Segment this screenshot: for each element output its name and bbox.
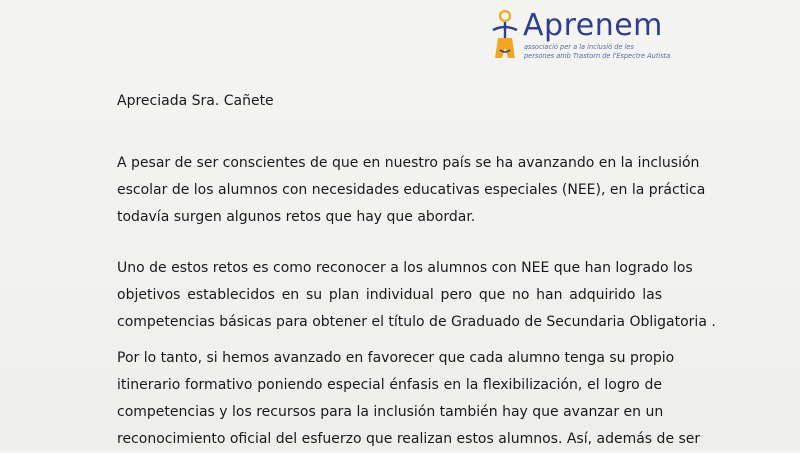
logo-wordmark: Aprenem: [523, 8, 663, 43]
paragraph-line: A pesar de ser conscientes de que en nuestro país se ha avanzando en la inclusión: [117, 155, 700, 171]
paragraph-line: itinerario formativo poniendo especial énfasis en la flexibilización, el logro de: [117, 377, 662, 393]
logo-figure-icon: [490, 10, 520, 66]
letter-paragraph: [117, 255, 716, 336]
paragraph-line: competencias básicas para obtener el título de Graduado de Secundaria Obligatoria .: [117, 314, 716, 330]
paragraph-line: todavía surgen algunos retos que hay que abordar.: [117, 209, 476, 225]
paragraph-line: escolar de los alumnos con necesidades educativas especiales (NEE), en la práctica: [117, 182, 706, 198]
logo-tagline-line: persones amb Trastorn de l'Espectre Autista: [524, 52, 671, 60]
letter-paragraph: [117, 150, 706, 231]
paragraph-line: competencias y los recursos para la inclusión también hay que avanzar en un: [117, 404, 664, 420]
paragraph-line: Uno de estos retos es como reconocer a los alumnos con NEE que han logrado los: [117, 260, 693, 276]
paragraph-line: objetivos establecidos en su plan individual pero que no han adquirido las: [117, 287, 662, 303]
aprenem-logo: [490, 10, 670, 68]
logo-tagline-line: associació per a la inclusió de les: [524, 43, 634, 51]
letter-salutation: Apreciada Sra. Cañete: [117, 93, 274, 109]
paragraph-line: Por lo tanto, si hemos avanzado en favorecer que cada alumno tenga su propio: [117, 350, 675, 366]
letter-paragraph: [117, 345, 701, 453]
logo-tagline: [524, 43, 674, 61]
paragraph-line: reconocimiento oficial del esfuerzo que realizan estos alumnos. Así, además de ser: [117, 431, 701, 447]
